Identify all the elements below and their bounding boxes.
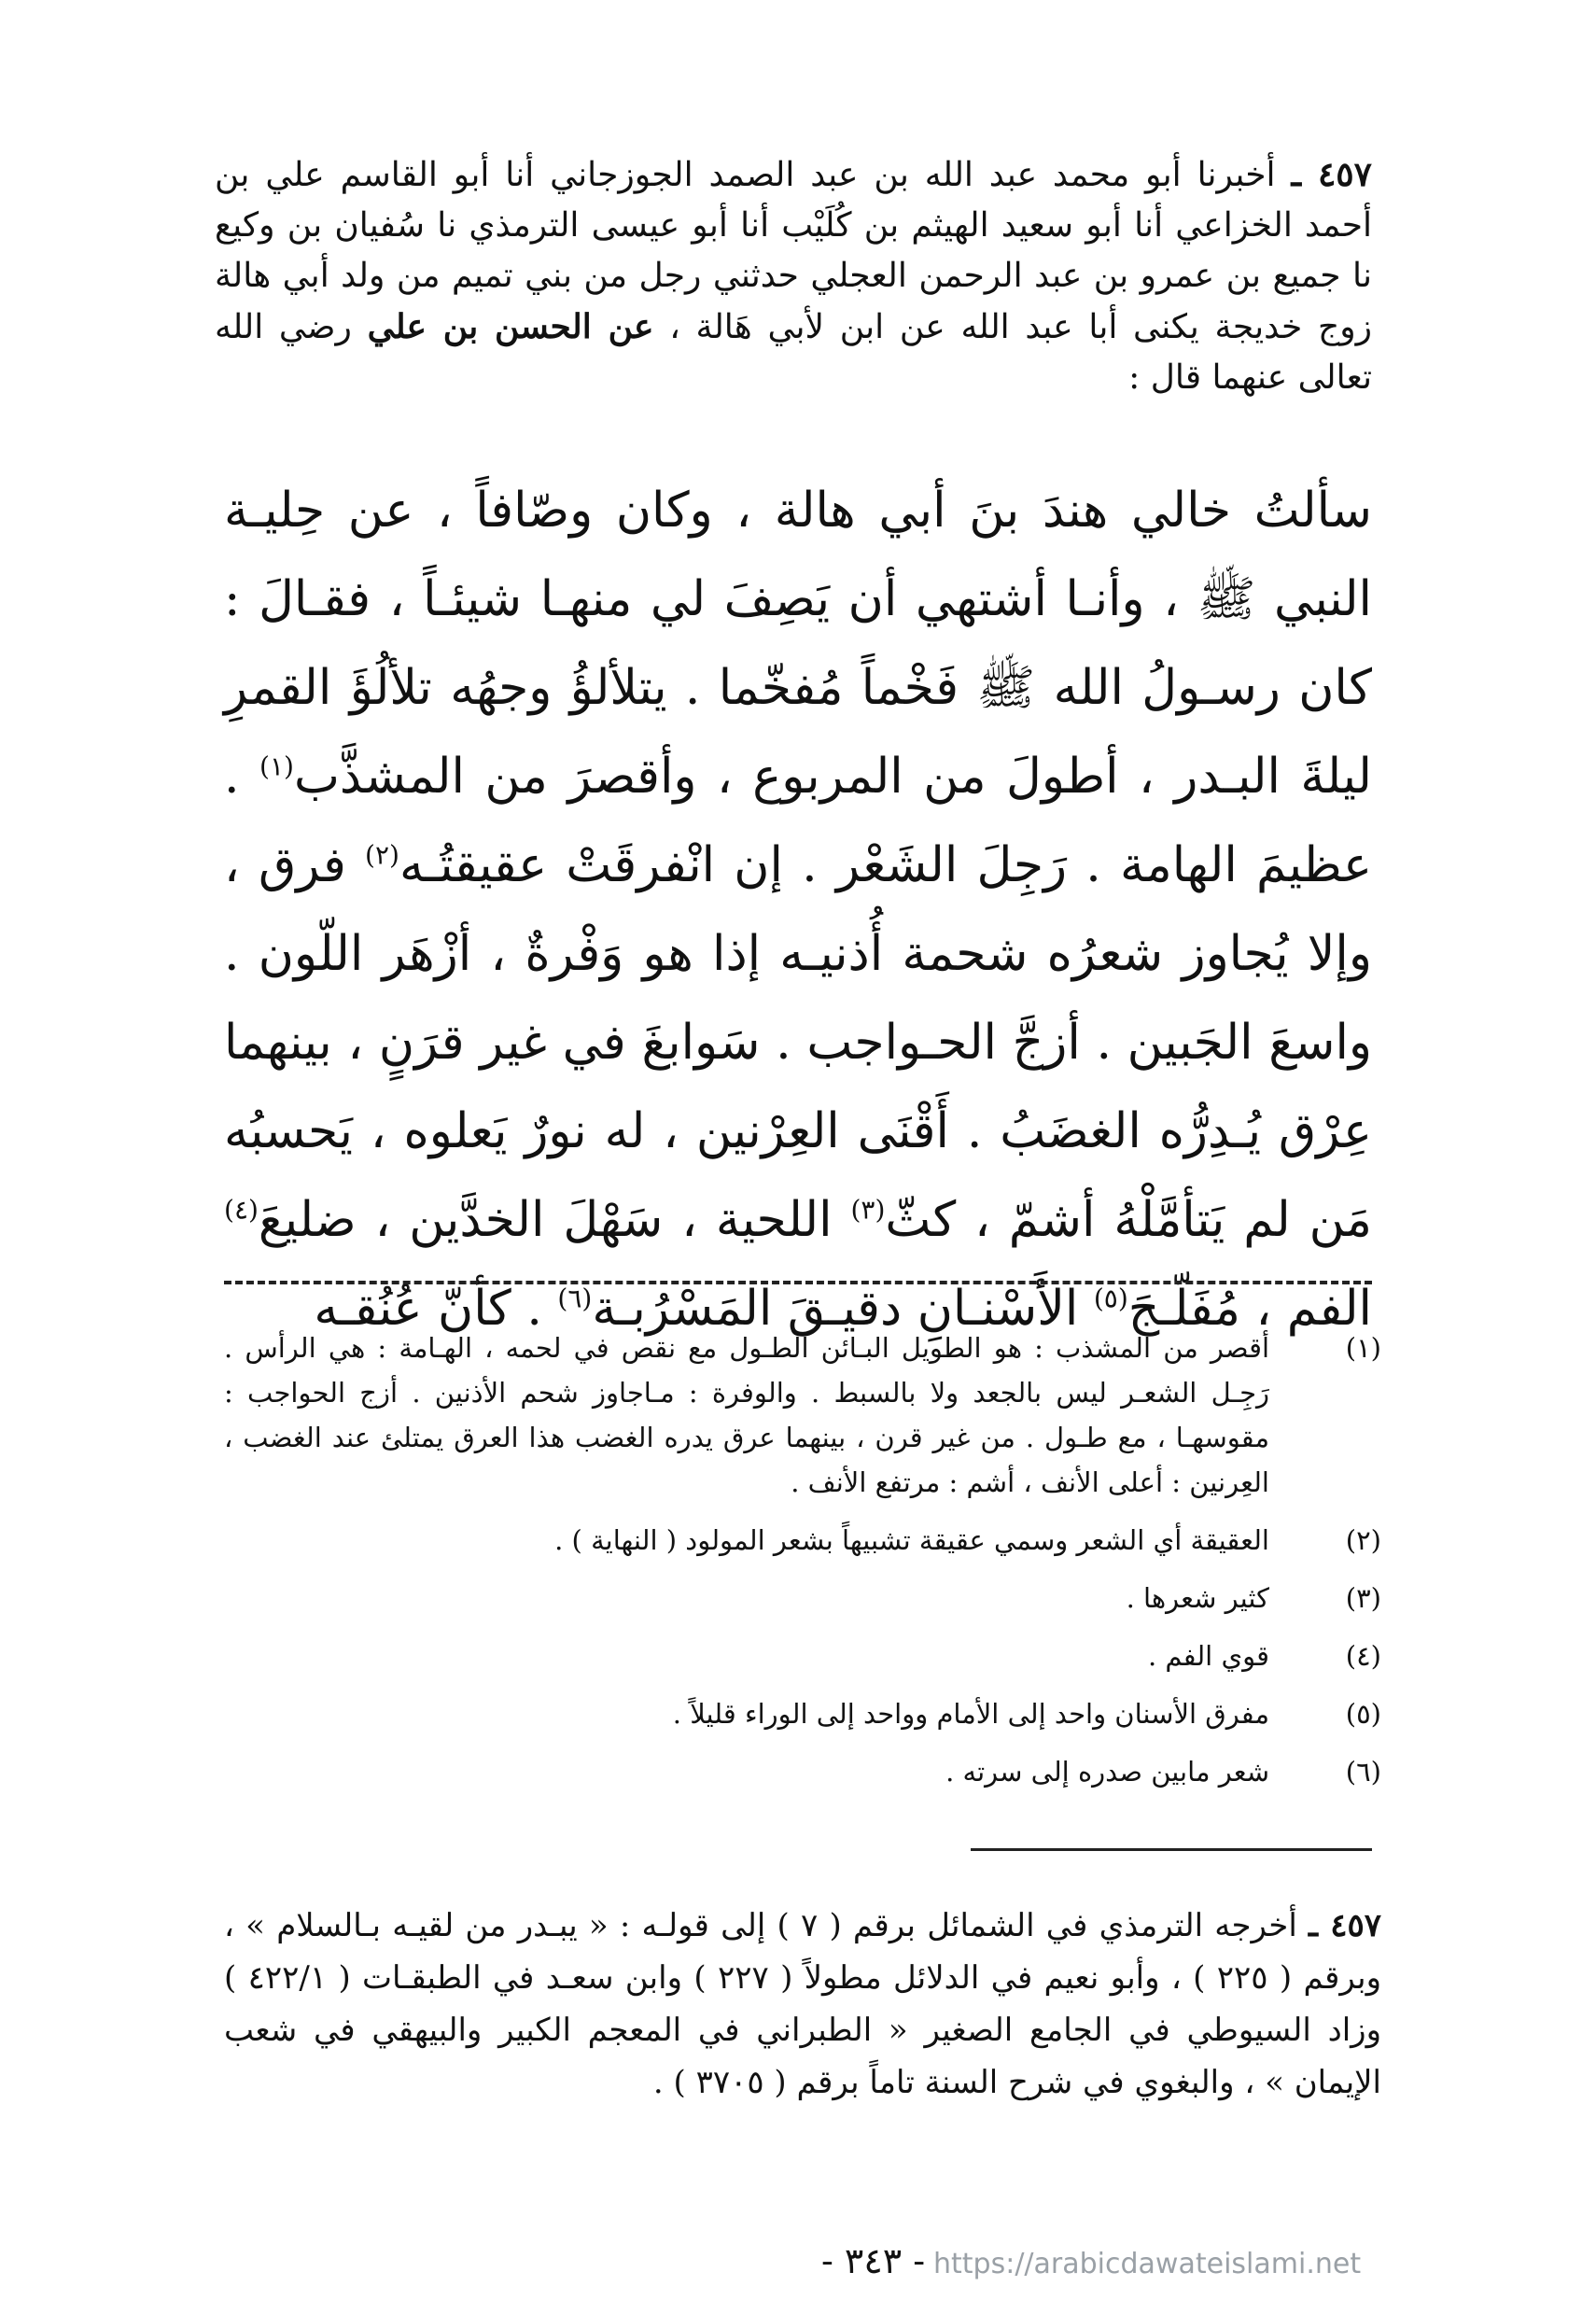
footnote-ref: (٢) (365, 839, 399, 871)
page-number: - ٣٤٣ - (821, 2240, 926, 2281)
matn-text: الفم ، مُفَلّـجَ (1127, 1281, 1372, 1337)
footnote-ref: (١) (259, 750, 294, 782)
isnad-end: رضي الله تعالى عنهما قال : (215, 308, 1372, 397)
isnad-paragraph (215, 149, 1372, 403)
isnad-text: أخبرنا أبو محمد عبد الله بن عبد الصمد الجوزجاني أنا أبو القاسم علي بن أحمد الخزاعي أنا أبو سعيد الهيثم بن كُلَيْب أنا أبو عيسى الترمذي نا سُفيان بن وكيع نا جميع بن عمرو بن عبد الرحمن العجلي حدثني رجل من بني تميم من ولد أبي هالة زوج خديجة يكنى أبا عبد الله عن ابن لأبي هَالة ، (215, 156, 1372, 346)
solid-divider (971, 1848, 1372, 1851)
matn-text: فرق ، وإلا يُجاوز شعرُه شحمة أُذنيـه إذا هو وَفْرةٌ ، أزْهَر اللّون . واسعَ الجَبين . أزجَّ الحـواجب . سَوابغَ في غير قرَنٍ ، بينهما عِرْق يُـدِرُّه الغضَبُ . أَقْنَى العِرْنين ، له نورٌ يَعلوه ، يَحسبُه مَن لم يَتأمَّلْهُ أشمّ ، كثّ (224, 837, 1373, 1248)
footnote-ref: (٣) (850, 1194, 886, 1226)
footnote (224, 1634, 1381, 1678)
matn-text: . كأنّ عُنُقـه (314, 1281, 558, 1337)
footnote (224, 1325, 1381, 1505)
footnote (224, 1576, 1381, 1620)
footnote-number: (٣) (1345, 1582, 1381, 1614)
matn-text: الأَسْنـانِ دقيـقَ المَسْرُبـة (592, 1281, 1094, 1337)
isnad-bold-narrator: عن الحسن بن علي (367, 307, 654, 346)
footnote-text: العقيقة أي الشعر وسمي عقيقة تشبيهاً بشعر المولود ( النهاية ) . (554, 1524, 1269, 1556)
footnote-number: (٤) (1345, 1640, 1381, 1672)
footnote-ref: (٤) (224, 1194, 259, 1226)
footnote-number: (٦) (1345, 1756, 1381, 1788)
matn-text: سألتُ خالي هندَ بنَ أبي هالة ، وكان وصّافاً ، عن حِليـة النبي ﷺ ، وأنـا أشتهي أن يَصِفَ لي منهـا شيئـاً ، فقـالَ : كان رسـولُ الله ﷺ فَخْماً مُفخّما . يتلألؤُ وجهُه تلألُؤَ القمرِ ليلةَ البـدر ، أطولَ من المربوع ، وأقصرَ من المشذَّب (224, 483, 1372, 805)
footnote-number: (١) (1345, 1332, 1381, 1364)
footnote-text: أقصر من المشذب : هو الطويل البـائن الطـول مع نقص في لحمه ، الهـامة : هي الرأس . رَجِـل الشعـر ليس بالجعد ولا بالسبط . والوفرة : مـاجاوز شحم الأذنين . أزج الحواجب : مقوسهـا ، مع طـول . من غير قرن ، بينهما عرق يدره الغضب هذا العرق يمتلئ عند الغضب ، العِرنين : أعلى الأنف ، أشم : مرتفع الأنف . (224, 1332, 1269, 1498)
matn-paragraph (224, 467, 1372, 1353)
footnotes (224, 1325, 1381, 1807)
footnote (224, 1518, 1381, 1563)
footnote-number: (٥) (1345, 1698, 1381, 1730)
footnote-ref: (٦) (557, 1283, 593, 1314)
takhrij-paragraph (224, 1900, 1381, 2109)
footnote-ref: (٥) (1093, 1283, 1128, 1314)
footnote-text: شعر مابين صدره إلى سرته . (945, 1756, 1269, 1788)
matn-text: اللحية ، سَهْلَ الخدَّين ، ضليعَ (258, 1192, 851, 1248)
dashed-divider (224, 1281, 1372, 1284)
takhrij-text: أخرجه الترمذي في الشمائل برقم ( ٧ ) إلى قولـه : « يبـدر من لقيـه بـالسلام » ، وبرقم ( ٢٢٥ ) ، وأبو نعيم في الدلائل مطولاً ( ٢٢٧ ) وابن سعـد في الطبقـات ( ٤٢٢/١ ) وزاد السيوطي في الجامع الصغير « الطبراني في المعجم الكبير والبيهقي في شعب الإيمان » ، والبغوي في شرح السنة تاماً برقم ( ٣٧٠٥ ) . (224, 1907, 1381, 2101)
takhrij-number: ٤٥٧ ـ (1309, 1907, 1381, 1944)
footnote (224, 1749, 1381, 1794)
footnote-text: قوي الفم . (1147, 1640, 1269, 1672)
footnote (224, 1691, 1381, 1736)
watermark-url: https://arabicdawateislami.net (933, 2248, 1362, 2280)
matn-text: . عظيمَ الهامة . رَجِلَ الشَعْر . إن انْفرقَتْ عقيقتُـه (224, 749, 1372, 893)
footnote-text: مفرق الأسنان واحد إلى الأمام وواحد إلى الوراء قليلاً . (672, 1698, 1269, 1730)
hadith-number: ٤٥٧ ـ (1291, 155, 1372, 194)
footnote-number: (٢) (1345, 1524, 1381, 1556)
footnote-text: كثير شعرها . (1126, 1582, 1269, 1614)
